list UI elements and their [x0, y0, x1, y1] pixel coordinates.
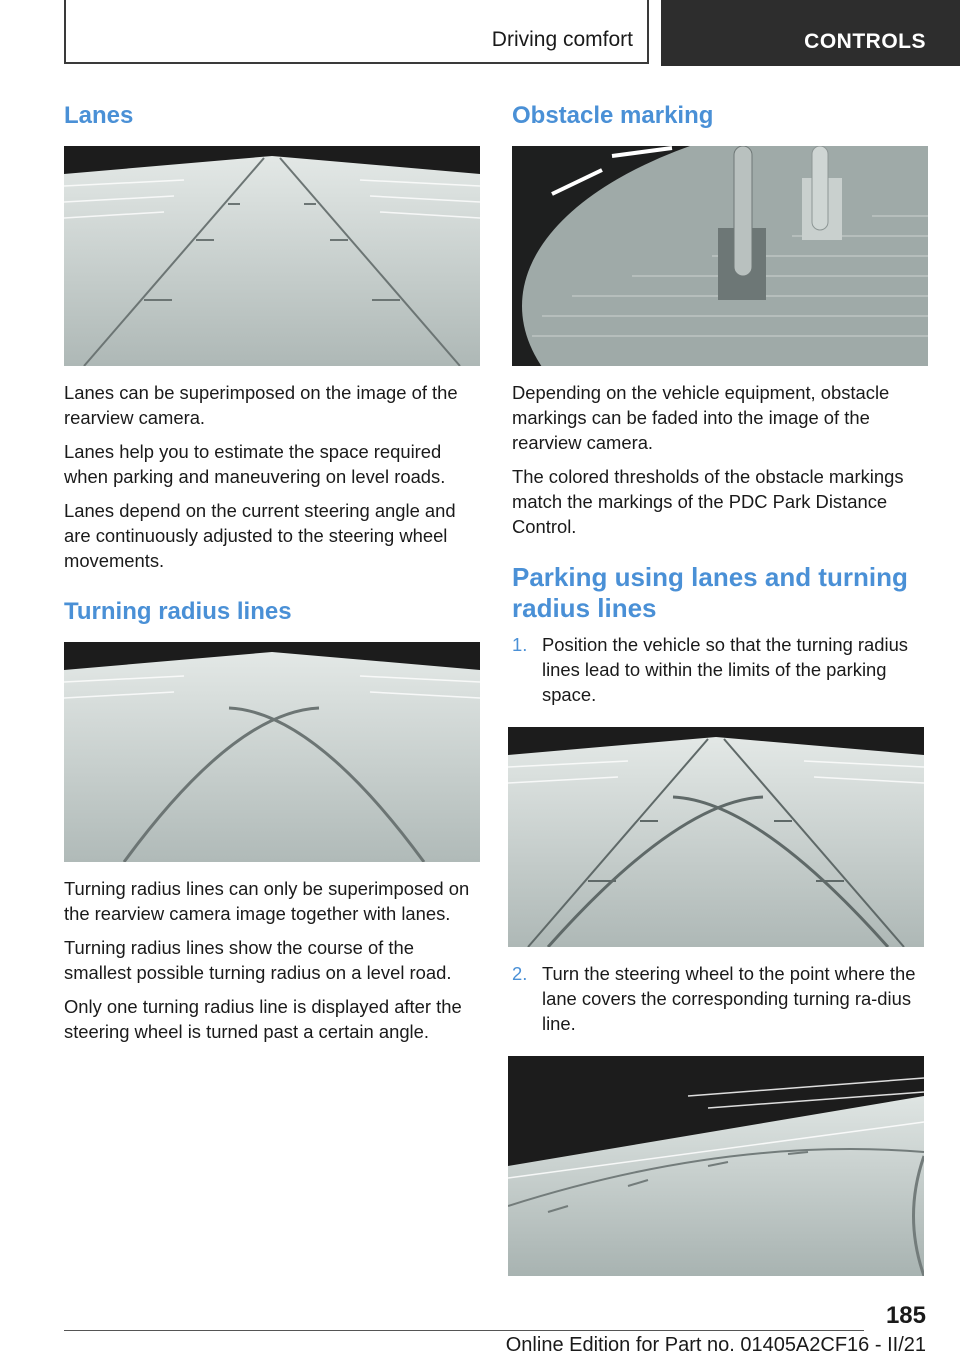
step-number: 2. [512, 963, 528, 984]
right-column [512, 100, 928, 1276]
step-number: 1. [512, 634, 528, 655]
lanes-figure [64, 146, 480, 366]
obstacle-paragraph-2: The colored thresholds of the obstacle markings match the markings of the PDC Park Distance Control. [512, 466, 904, 537]
lanes-heading: Lanes [64, 102, 134, 129]
step-item-2 [512, 961, 928, 1036]
step-text: Position the vehicle so that the turning radius lines lead to within the limits of the parking space. [542, 634, 908, 705]
turning-radius-figure [64, 642, 480, 862]
header-chapter-box [661, 0, 960, 66]
obstacle-figure [512, 146, 928, 366]
turning-radius-heading: Turning radius lines [64, 598, 292, 625]
turning-paragraph-1: Turning radius lines can only be superimposed on the rearview camera image together with lanes. [64, 878, 470, 924]
steps-list-2 [512, 961, 928, 1036]
footer-rule [64, 1330, 864, 1331]
page-header [0, 0, 960, 66]
steps-list [512, 632, 928, 707]
lanes-paragraph-3: Lanes depend on the current steering angle and are continuously adjusted to the steering wheel movements. [64, 500, 456, 571]
section-title: Driving comfort [491, 28, 633, 51]
parking-step2-figure [508, 1056, 924, 1276]
parking-heading: Parking using lanes and turning radius lines [512, 562, 908, 623]
lanes-paragraph-2: Lanes help you to estimate the space required when parking and maneuvering on level roads. [64, 441, 446, 487]
step-item-1 [512, 632, 928, 707]
chapter-title: CONTROLS [804, 30, 926, 53]
obstacle-paragraph-1: Depending on the vehicle equipment, obstacle markings can be faded into the image of the rearview camera. [512, 382, 890, 453]
page-number: 185 [885, 1302, 926, 1329]
parking-step1-figure [508, 727, 924, 947]
turning-paragraph-2: Turning radius lines show the course of the smallest possible turning radius on a level road. [64, 937, 452, 983]
turning-paragraph-3: Only one turning radius line is displayed after the steering wheel is turned past a certain angle. [64, 996, 462, 1042]
header-section-box [64, 0, 649, 64]
obstacle-heading: Obstacle marking [512, 102, 714, 129]
left-column [64, 100, 480, 1053]
edition-footer: Online Edition for Part no. 01405A2CF16 - II/21 [505, 1334, 926, 1356]
step-text: Turn the steering wheel to the point where the lane covers the corresponding turning ra‐dius line. [542, 963, 916, 1034]
lanes-paragraph-1: Lanes can be superimposed on the image of the rearview camera. [64, 382, 458, 428]
